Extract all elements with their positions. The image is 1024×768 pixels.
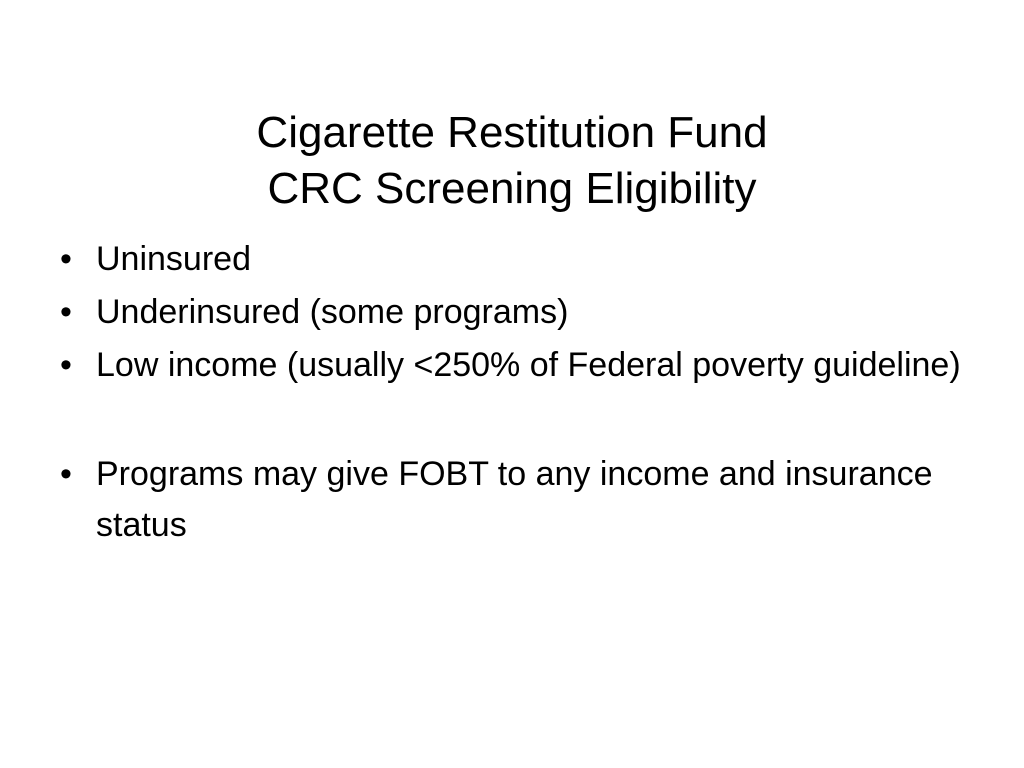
bullet-item-underinsured [56, 287, 976, 338]
bullet-dot-icon: • [60, 293, 72, 331]
bullet-item-uninsured [56, 234, 976, 285]
bullet-item-low-income [56, 340, 976, 391]
title-line-1: Cigarette Restitution Fund [256, 108, 768, 158]
bullet-list [56, 234, 976, 553]
bullet-dot-icon: • [60, 240, 72, 278]
bullet-text: Underinsured (some programs) [96, 293, 569, 331]
bullet-text: Uninsured [96, 240, 251, 278]
bullet-item-fobt [56, 449, 976, 551]
slide-title [0, 105, 1024, 217]
title-line-2: CRC Screening Eligibility [267, 164, 757, 214]
bullet-dot-icon: • [60, 346, 72, 384]
bullet-text: Programs may give FOBT to any income and insurance status [96, 455, 933, 544]
bullet-text: Low income (usually <250% of Federal poverty guideline) [96, 346, 961, 384]
bullet-dot-icon: • [60, 455, 72, 493]
